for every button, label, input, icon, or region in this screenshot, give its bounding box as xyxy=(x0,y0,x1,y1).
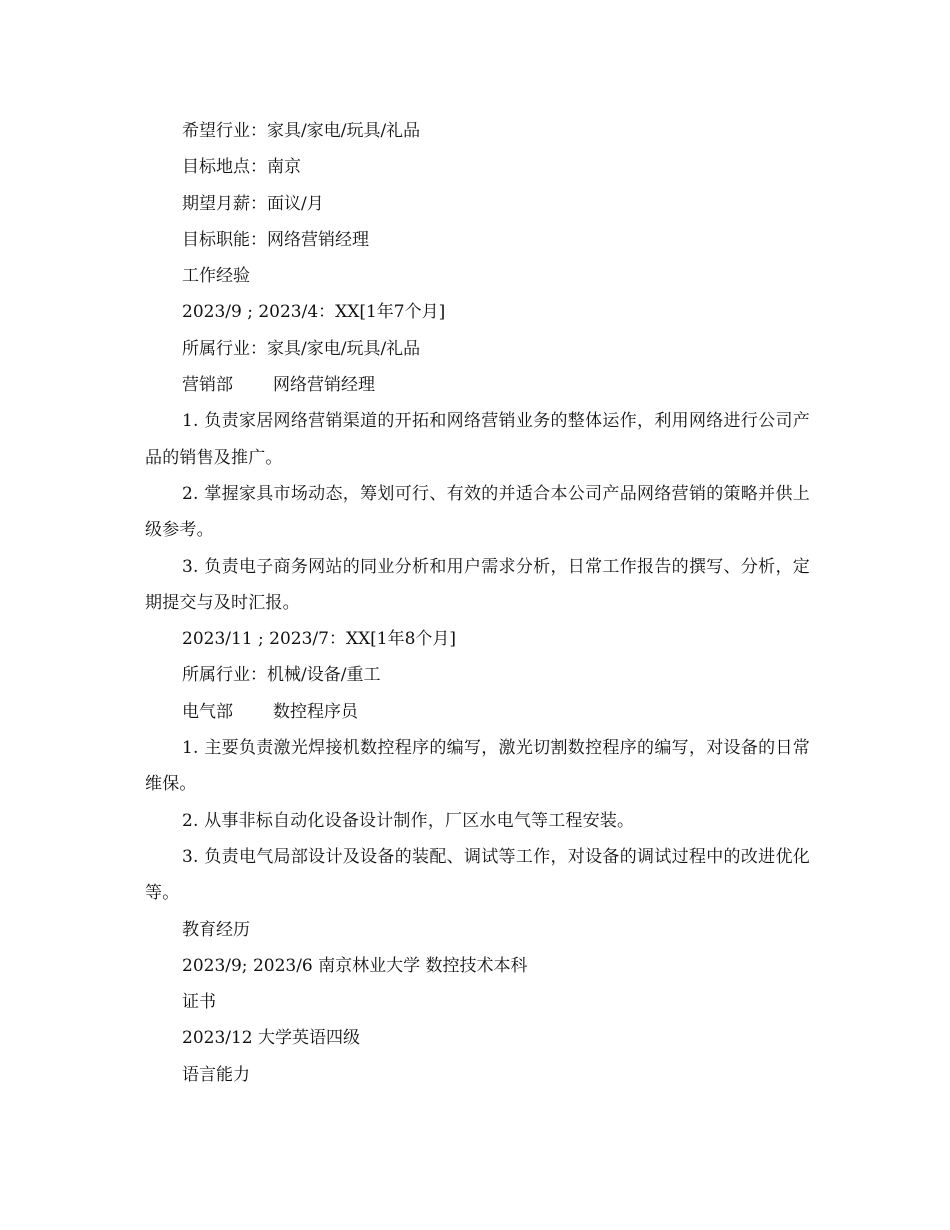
target-location: 目标地点：南京 xyxy=(182,157,301,178)
target-function: 目标职能：网络营销经理 xyxy=(182,229,369,250)
job-department: 电气部 xyxy=(182,701,233,722)
job-position: 数控程序员 xyxy=(273,701,358,722)
desired-industry: 希望行业：家具/家电/玩具/礼品 xyxy=(182,121,421,141)
job-role-line xyxy=(145,694,810,730)
job-duty: 1. 主要负责激光焊接机数控程序的编写，激光切割数控程序的编写，对设备的日常维保。 xyxy=(145,738,810,795)
job-duty: 2. 掌握家具市场动态，筹划可行、有效的并适合本公司产品网络营销的策略并供上级参考。 xyxy=(145,483,810,541)
job-period: 2023/9 ; 2023/4：XX[1年7个月] xyxy=(182,302,446,323)
certificates-heading: 证书 xyxy=(182,992,216,1013)
job-role-line xyxy=(145,367,810,403)
work-experience-heading: 工作经验 xyxy=(182,266,250,287)
job-duty: 2. 从事非标自动化设备设计制作，厂区水电气等工程安装。 xyxy=(182,810,635,831)
job-period: 2023/11 ; 2023/7：XX[1年8个月] xyxy=(182,629,457,650)
education-entry: 2023/9; 2023/6 南京林业大学 数控技术本科 xyxy=(182,955,528,976)
education-heading: 教育经历 xyxy=(182,919,250,940)
job-department: 营销部 xyxy=(182,375,233,396)
job-duty: 1. 负责家居网络营销渠道的开拓和网络营销业务的整体运作，利用网络进行公司产品的销售及推广。 xyxy=(145,411,810,468)
certificate-entry: 2023/12 大学英语四级 xyxy=(182,1028,361,1049)
job-duty: 3. 负责电子商务网站的同业分析和用户需求分析，日常工作报告的撰写、分析，定期提交与及时汇报。 xyxy=(145,556,810,613)
languages-heading: 语言能力 xyxy=(182,1064,250,1085)
job-duty: 3. 负责电气局部设计及设备的装配、调试等工作，对设备的调试过程中的改进优化等。 xyxy=(145,846,810,904)
expected-salary: 期望月薪：面议/月 xyxy=(182,193,324,214)
resume-content xyxy=(145,113,810,1093)
job-industry: 所属行业：家具/家电/玩具/礼品 xyxy=(182,338,421,359)
job-position: 网络营销经理 xyxy=(273,375,375,396)
job-industry: 所属行业：机械/设备/重工 xyxy=(182,665,381,686)
